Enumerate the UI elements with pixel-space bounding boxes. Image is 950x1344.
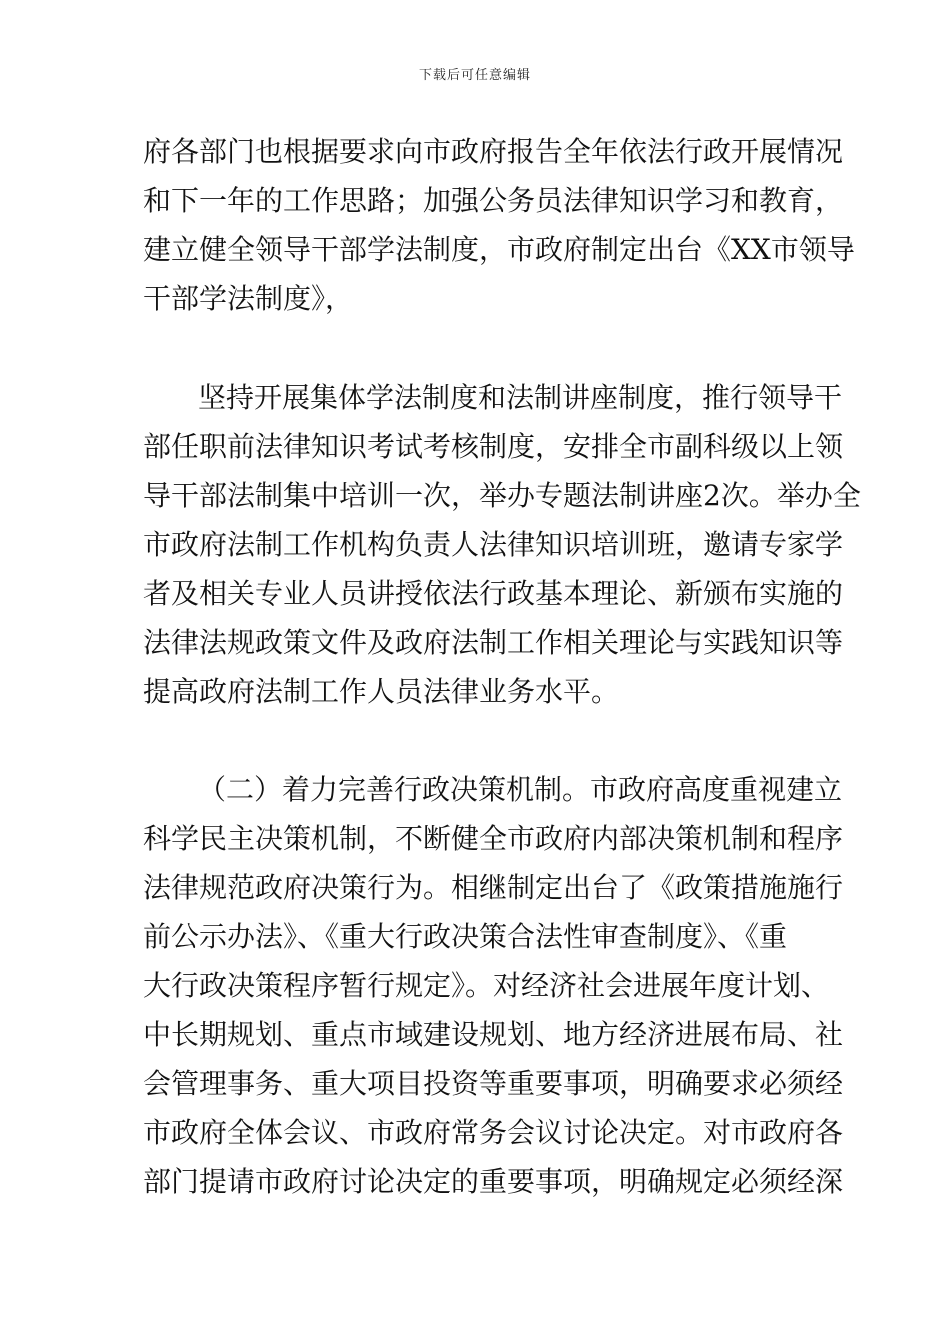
body-line: 导干部法制集中培训一次，举办专题法制讲座2次。举办全 <box>143 479 861 512</box>
body-line: 科学民主决策机制，不断健全市政府内部决策机制和程序 <box>143 822 844 855</box>
body-line: 者及相关专业人员讲授依法行政基本理论、新颁布实施的 <box>143 577 844 610</box>
body-line: 和下一年的工作思路；加强公务员法律知识学习和教育， <box>143 184 844 217</box>
body-line: 前公示办法》、《重大行政决策合法性审查制度》、《重 <box>143 920 788 953</box>
body-line: 提高政府法制工作人员法律业务水平。 <box>143 675 620 708</box>
body-line: 法律规范政府决策行为。相继制定出台了《政策措施施行 <box>143 871 844 904</box>
body-line: （二）着力完善行政决策机制。市政府高度重视建立 <box>198 773 843 806</box>
body-line: 会管理事务、重大项目投资等重要事项，明确要求必须经 <box>143 1067 844 1100</box>
body-line: 市政府法制工作机构负责人法律知识培训班，邀请专家学 <box>143 528 844 561</box>
body-line: 府各部门也根据要求向市政府报告全年依法行政开展情况 <box>143 135 844 168</box>
body-line: 中长期规划、重点市域建设规划、地方经济进展布局、社 <box>143 1018 844 1051</box>
body-line: 市政府全体会议、市政府常务会议讨论决定。对市政府各 <box>143 1116 844 1149</box>
body-line: 干部学法制度》， <box>143 282 354 315</box>
body-line: 部任职前法律知识考试考核制度，安排全市副科级以上领 <box>143 430 844 463</box>
body-line: 法律法规政策文件及政府法制工作相关理论与实践知识等 <box>143 626 844 659</box>
body-line: 部门提请市政府讨论决定的重要事项，明确规定必须经深 <box>143 1165 844 1198</box>
page-header: 下载后可任意编辑 <box>418 68 531 83</box>
body-line: 建立健全领导干部学法制度，市政府制定出台《XX市领导 <box>143 233 855 266</box>
body-line: 坚持开展集体学法制度和法制讲座制度，推行领导干 <box>198 381 843 414</box>
body-line: 大行政决策程序暂行规定》。对经济社会进展年度计划、 <box>143 969 830 1002</box>
